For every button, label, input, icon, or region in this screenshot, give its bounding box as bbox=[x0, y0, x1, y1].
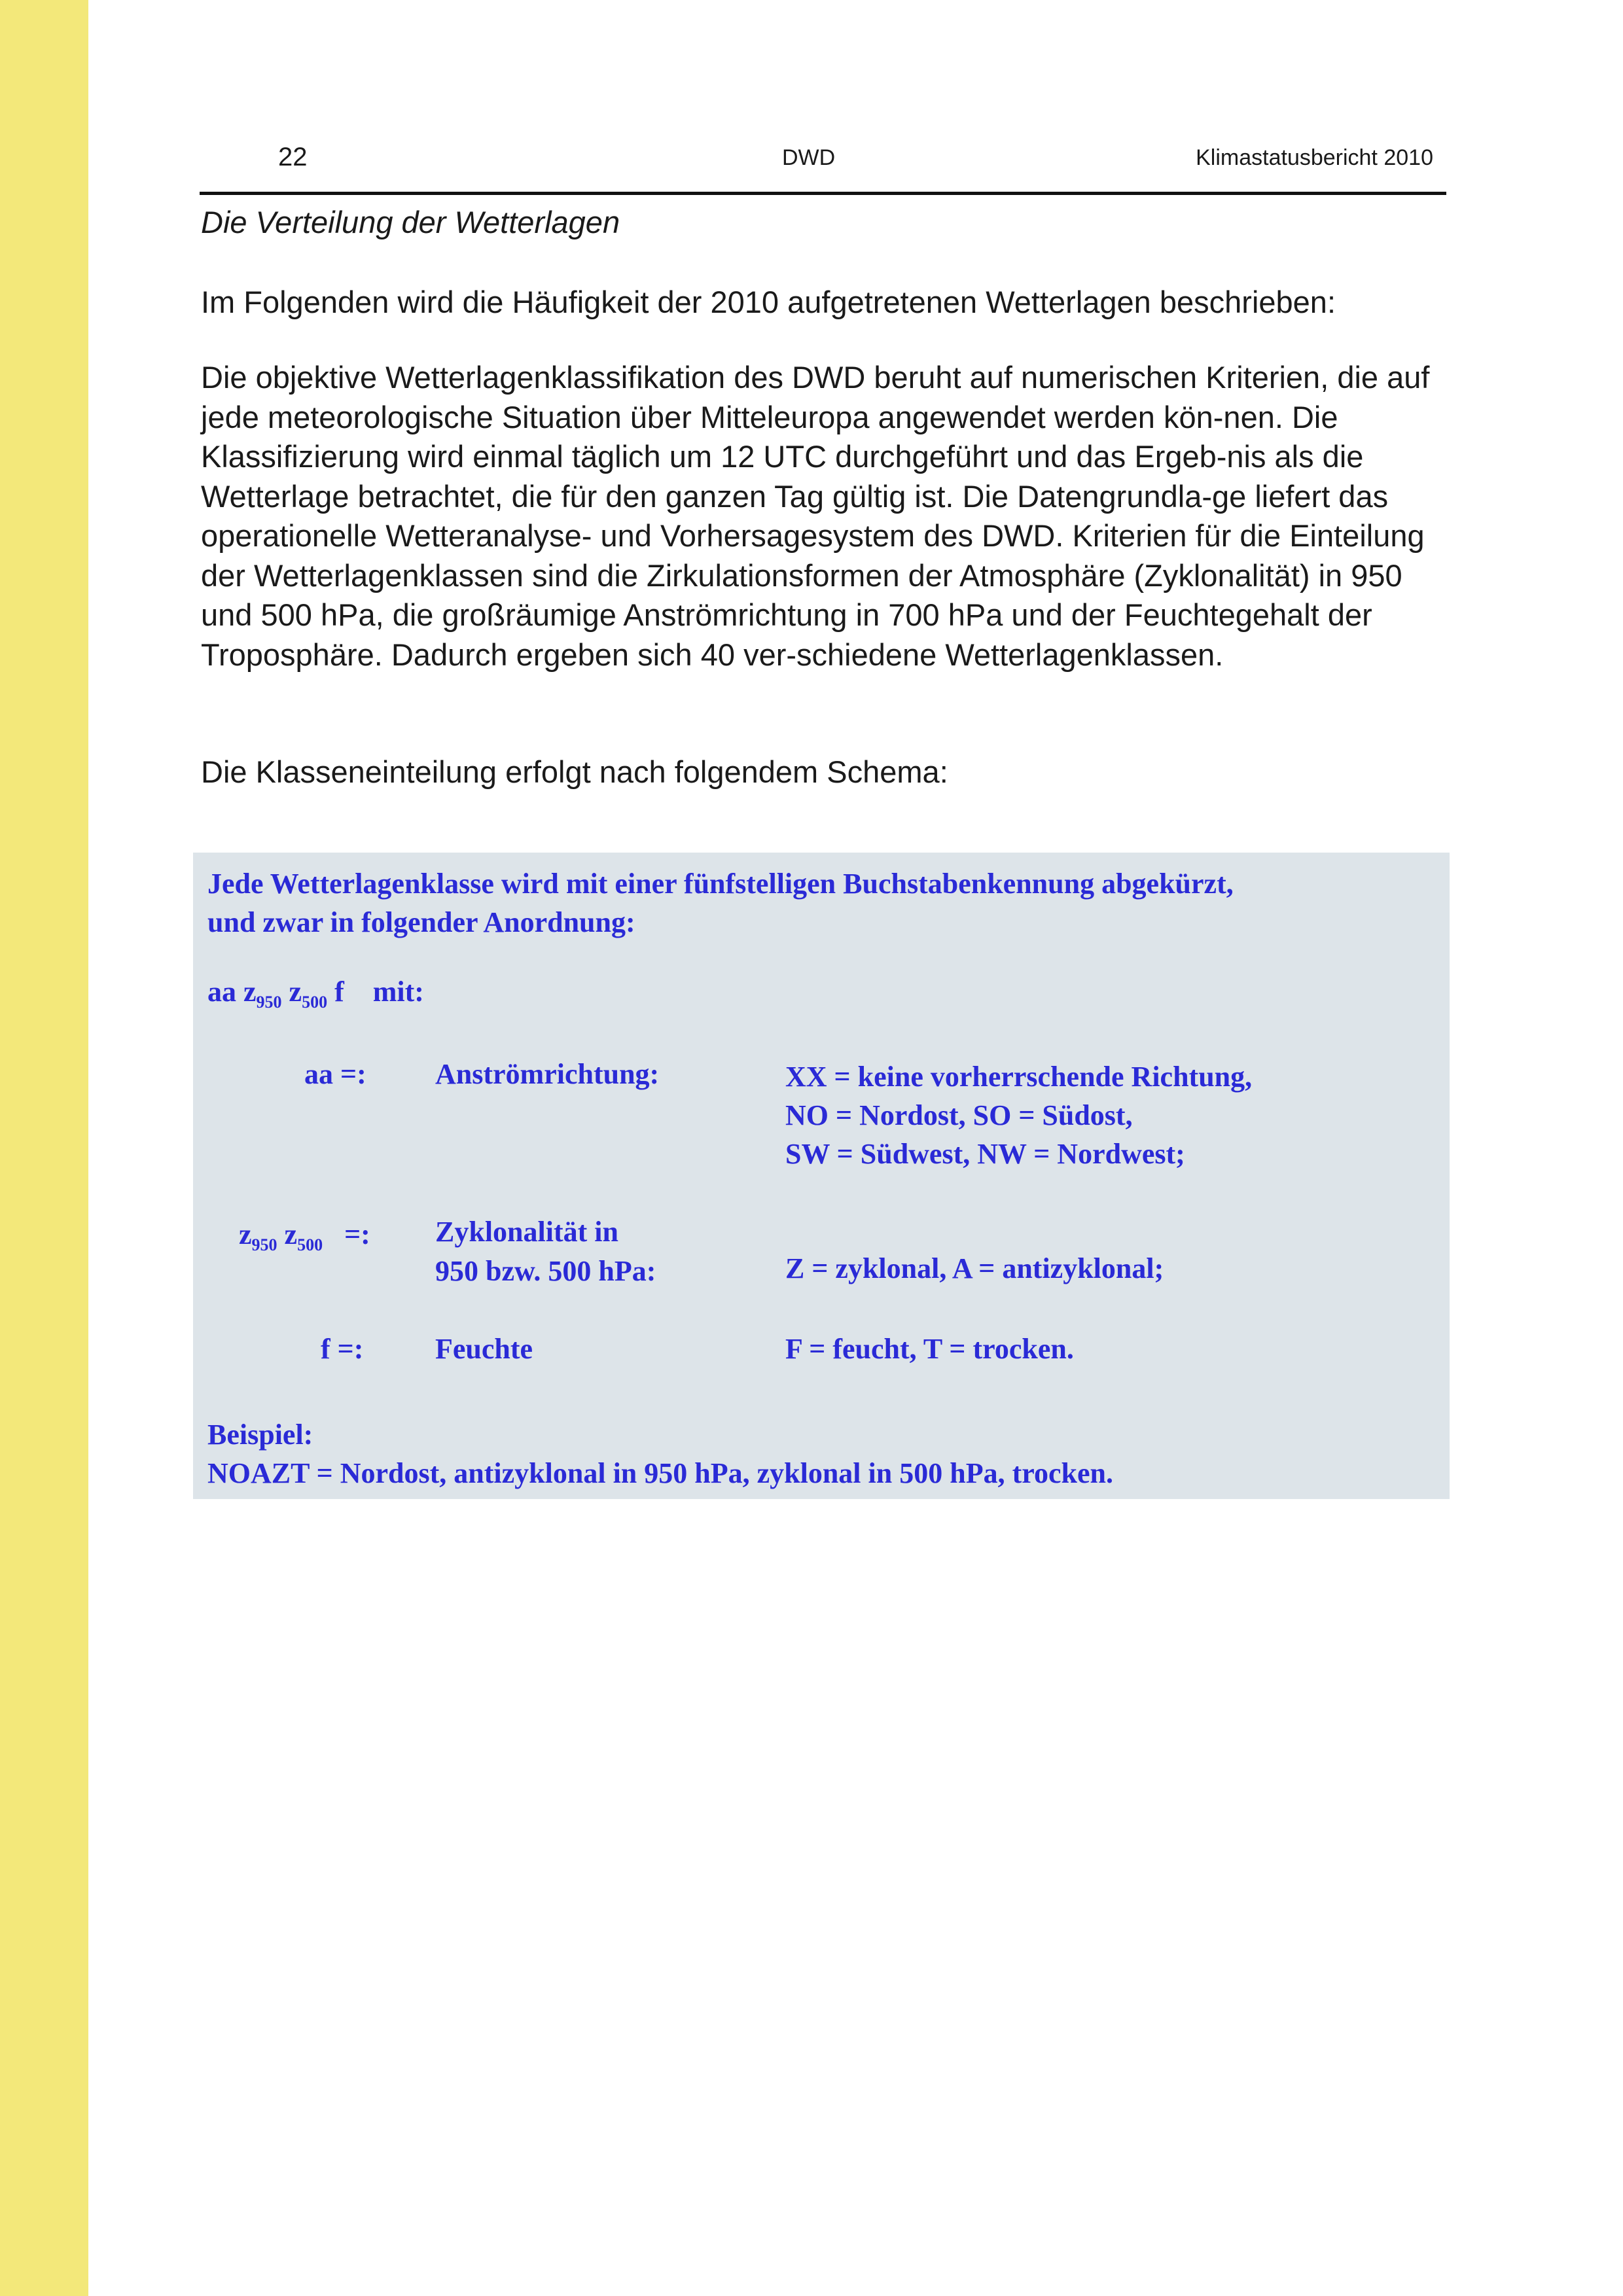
example-text: NOAZT = Nordost, antizyklonal in 950 hPa, zyklonal in 500 hPa, trocken. bbox=[207, 1457, 1113, 1489]
format-aa: aa bbox=[207, 976, 236, 1008]
schema-format bbox=[207, 975, 424, 1012]
row-aa-value: XX = keine vorherrschende Richtung, bbox=[785, 1061, 1253, 1093]
header-organization: DWD bbox=[782, 145, 836, 170]
format-mit: mit: bbox=[372, 976, 424, 1008]
example-label: Beispiel: bbox=[207, 1419, 313, 1451]
row-z-950: $z_{950}$ bbox=[239, 1218, 277, 1254]
row-f-key: f =: bbox=[321, 1333, 364, 1365]
row-z-name bbox=[435, 1212, 656, 1291]
row-aa-values bbox=[785, 1057, 1252, 1173]
row-aa-name: Anströmrichtung: bbox=[435, 1058, 660, 1090]
format-z-950: $z_{950}$ bbox=[243, 976, 282, 1012]
schema-example bbox=[207, 1415, 1113, 1492]
row-aa-value: NO = Nordost, SO = Südost, bbox=[785, 1099, 1133, 1131]
schema-intro-line: und zwar in folgender Anordnung: bbox=[207, 906, 635, 938]
row-z-500: $z_{500}$ bbox=[284, 1218, 323, 1254]
classification-schema-figure bbox=[193, 853, 1450, 1499]
paragraph-schema-lead: Die Klasseneinteilung erfolgt nach folgendem Schema: bbox=[201, 754, 948, 789]
page-number: 22 bbox=[278, 143, 308, 171]
format-f: f bbox=[334, 976, 344, 1008]
paragraph-intro: Im Folgenden wird die Häufigkeit der 2010 aufgetretenen Wetterlagen beschrieben: bbox=[201, 285, 1336, 319]
row-aa-value: SW = Südwest, NW = Nordwest; bbox=[785, 1138, 1185, 1170]
header-divider bbox=[200, 192, 1446, 195]
format-z-500: $z_{500}$ bbox=[289, 976, 328, 1012]
header-report-title: Klimastatusbericht 2010 bbox=[1196, 145, 1433, 170]
row-z-key bbox=[239, 1218, 370, 1255]
section-title: Die Verteilung der Wetterlagen bbox=[201, 205, 620, 239]
row-z-name-line: 950 bzw. 500 hPa: bbox=[435, 1255, 656, 1287]
row-f-value: F = feucht, T = trocken. bbox=[785, 1333, 1074, 1365]
document-page bbox=[200, 0, 1446, 2296]
schema-intro bbox=[207, 864, 1234, 942]
row-f-name: Feuchte bbox=[435, 1333, 533, 1365]
paragraph-classification: Die objektive Wetterlagenklassifikation des DWD beruht auf numerischen Kriterien, die auf jede meteorologische Situation über Mitteleuropa angewendet werden kön-nen. Die Klassifizierung wird einmal täglich um 12 UTC durchgeführt und das Ergeb-nis als die Wetterlage betrachtet, die für den ganzen Tag gültig ist. Die Datengrundla-ge liefert das operationelle Wetteranalyse- und Vorhersagesystem des DWD. Kriterien für die Einteilung der Wetterlagenklassen sind die Zirkulationsformen der Atmosphäre (Zyklonalität) in 950 und 500 hPa, die großräumige Anströmrichtung in 700 hPa und der Feuchtegehalt der Troposphäre. Dadurch ergeben sich 40 ver-schiedene Wetterlagenklassen. bbox=[201, 360, 1430, 672]
row-aa-key: aa =: bbox=[304, 1058, 366, 1090]
row-z-eq: =: bbox=[344, 1218, 370, 1250]
page-header bbox=[200, 143, 1446, 192]
schema-intro-line: Jede Wetterlagenklasse wird mit einer fünfstelligen Buchstabenkennung abgekürzt, bbox=[207, 868, 1234, 900]
row-z-value: Z = zyklonal, A = antizyklonal; bbox=[785, 1252, 1164, 1284]
side-color-strip bbox=[0, 0, 88, 2296]
row-z-name-line: Zyklonalität in bbox=[435, 1216, 618, 1248]
